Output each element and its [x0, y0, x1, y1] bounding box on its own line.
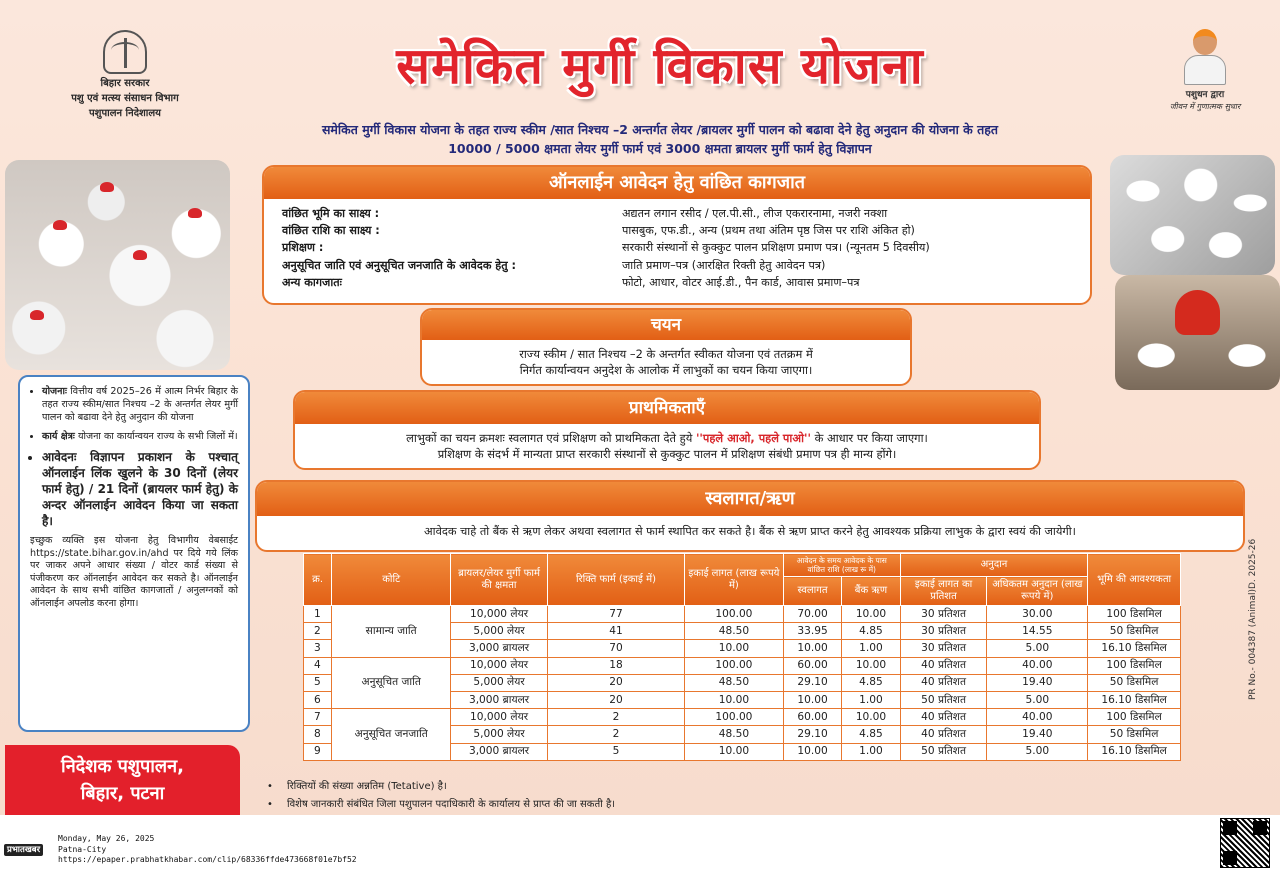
required-documents-section [262, 165, 1092, 305]
table-row: 8 5,000 लेयर 2 48.50 29.10 4.85 40 प्रतिशत 19.40 50 डिसमिल [304, 726, 1181, 743]
table-row: 9 3,000 ब्रायलर 5 10.00 10.00 1.00 50 प्रतिशत 5.00 16.10 डिसमिल [304, 743, 1181, 760]
section-heading: स्वलागत/ऋण [257, 482, 1243, 516]
govt-name: बिहार सरकार [100, 78, 150, 89]
category-cell: सामान्य जाति [332, 606, 451, 658]
self-cost-loan-section [255, 480, 1245, 552]
col-land: भूमि की आवश्यकता [1088, 554, 1181, 606]
govt-header-block [30, 30, 220, 121]
director-line-1: निदेशक पशुपालन, [61, 756, 184, 777]
section-heading: चयन [422, 310, 910, 340]
table-row: 5 5,000 लेयर 20 48.50 29.10 4.85 40 प्रतिशत 19.40 50 डिसमिल [304, 674, 1181, 691]
document-row: वांछित भूमि का साक्ष्य : अद्यतन लगान रसीद / एल.पी.सी., लीज एकरारनामा, नजरी नक्शा [282, 207, 888, 220]
scheme-info-box [18, 375, 250, 732]
pashudhan-logo [1150, 25, 1260, 113]
info-item-area: • कार्य क्षेत्रः योजना का कार्यान्वयन राज्य के सभी जिलों में। [42, 430, 238, 443]
chickens-photo [5, 160, 230, 370]
table-row: 4 अनुसूचित जाति 10,000 लेयर 18 100.00 60.00 10.00 40 प्रतिशत 40.00 100 डिसमिल [304, 657, 1181, 674]
table-row: 3 3,000 ब्रायलर 70 10.00 10.00 1.00 30 प्रतिशत 5.00 16.10 डिसमिल [304, 640, 1181, 657]
col-sno: क्र. [304, 554, 332, 606]
col-max-subsidy: अधिकतम अनुदान (लाख रूपये में) [987, 577, 1088, 606]
table-row: 7 अनुसूचित जनजाति 10,000 लेयर 2 100.00 60.00 10.00 40 प्रतिशत 40.00 100 डिसमिल [304, 709, 1181, 726]
director-signature-box [5, 745, 240, 815]
department-name: पशु एवं मत्स्य संसाधन विभाग [71, 93, 179, 104]
clip-city: Patna-City [58, 844, 107, 854]
col-self-cost: स्वलागत [783, 577, 841, 606]
col-category: कोटि [332, 554, 451, 606]
col-bank-loan: बैंक ऋण [842, 577, 900, 606]
poultry-feeder-photo [1115, 275, 1280, 390]
qr-code-icon [1220, 818, 1270, 868]
subtitle-line-2: 10000 / 5000 क्षमता लेयर मुर्गी फार्म एवं 3000 क्षमता ब्रायलर मुर्गी फार्म हेतु विज्ञापन [448, 141, 872, 156]
document-row: अनुसूचित जाति एवं अनुसूचित जनजाति के आवेदक हेतु : जाति प्रमाण–पत्र (आरक्षित रिक्ती हेतु आवेदन पत्र) [282, 258, 826, 272]
info-item-application: • आवेदनः विज्ञापन प्रकाशन के पश्चात् ऑनलाईन लिंक खुलने के 30 दिनों (लेयर फार्म हेतु) / 21 दिनों (ब्रायलर फार्म हेतु) के अन्दर ऑनलाईन आवेदन किया जा सकता है। [42, 449, 238, 529]
pr-number: PR No.- 004387 (Animal)D. 2025-26 [1248, 538, 1258, 700]
first-come-highlight: ''पहले आओ, पहले पाओ'' [695, 431, 811, 445]
directorate-name: पशुपालन निदेशालय [89, 108, 161, 119]
col-applicant-amount: आवेदन के समय आवेदक के पास वांछित राशि (लाख रू में) [783, 554, 900, 577]
footnote-item: • विशेष जानकारी संबंधित जिला पशुपालन पदाधिकारी के कार्यालय से प्राप्त की जा सकती है। [265, 796, 615, 814]
info-item-scheme: • योजनाः वित्तीय वर्ष 2025–26 में आत्म निर्भर बिहार के तहत राज्य स्कीम/सात निश्चय –2 के अन्तर्गत लेयर मुर्गी पालन को बढावा देने हेतु अनुदान की योजना [42, 385, 238, 424]
info-extra-text: इच्छुक व्यक्ति इस योजना हेतु विभागीय वेबसाईट https://state.bihar.gov.in/ahd पर दिये गये लिंक पर जाकर अपने आधार संख्या / वोटर कार्ड संख्या से पंजीकरण कर ऑनलाईन आवेदन कर सकते है। ऑनलाईन आवेदन के साथ सभी वांछित कागजातों / अनुलग्नकों को ऑनलाईन अपलोड करना होगा। [30, 535, 238, 609]
col-subsidy: अनुदान [900, 554, 1087, 577]
table-row: 2 5,000 लेयर 41 48.50 33.95 4.85 30 प्रतिशत 14.55 50 डिसमिल [304, 623, 1181, 640]
col-subsidy-percent: इकाई लागत का प्रतिशत [900, 577, 987, 606]
logo-title: पशुधन द्वारा [1185, 90, 1225, 100]
table-row: 6 3,000 ब्रायलर 20 10.00 10.00 1.00 50 प्रतिशत 5.00 16.10 डिसमिल [304, 691, 1181, 708]
page-title: समेकित मुर्गी विकास योजना [396, 37, 924, 95]
clip-info [58, 834, 357, 866]
clip-url[interactable]: https://epaper.prabhatkhabar.com/clip/68336ffde473668f01e7bf52 [58, 855, 357, 864]
document-row: प्रशिक्षण : सरकारी संस्थानों से कुक्कुट पालन प्रशिक्षण प्रमाण पत्र। (न्यूनतम 5 दिवसीय) [282, 241, 930, 255]
table-row: 1 सामान्य जाति 10,000 लेयर 77 100.00 70.00 10.00 30 प्रतिशत 30.00 100 डिसमिल [304, 606, 1181, 623]
document-row: वांछित राशि का साक्ष्य : पासबुक, एफ.डी., अन्य (प्रथम तथा अंतिम पृष्ठ जिस पर राशि अंकित हो) [282, 224, 915, 238]
farmer-logo-icon [1180, 25, 1230, 85]
col-capacity: ब्रायलर/लेयर मुर्गी फार्म की क्षमता [451, 554, 548, 606]
category-cell: अनुसूचित जाति [332, 657, 451, 709]
clip-date: Monday, May 26, 2025 [58, 834, 155, 843]
selection-section [420, 308, 912, 386]
priority-text: लाभुकों का चयन क्रमशः स्वलागत एवं प्रशिक्षण को प्राथमिकता देते हुये ''पहले आओ, पहले पाओ'' के आधार पर किया जाएगा। प्रशिक्षण के संदर्भ में मान्यता प्राप्त सरकारी संस्थानों से कुक्कुट पालन में प्रशिक्षण संबंधी प्रमाण पत्र ही मान्य होंगे। [406, 431, 928, 461]
eggs-photo [1110, 155, 1275, 275]
finance-text: आवेदक चाहे तो बैंक से ऋण लेकर अथवा स्वलागत से फार्म स्थापित कर सकते है। बैंक से ऋण प्राप्त करने हेतु आवश्यक प्रक्रिया लाभुक के द्वारा स्वयं की जायेगी। [424, 525, 1076, 538]
document-row: अन्य कागजातः फोटो, आधार, वोटर आई.डी., पैन कार्ड, आवास प्रमाण–पत्र [282, 275, 860, 289]
subsidy-table [303, 553, 1181, 761]
subtitle-line-1: समेकित मुर्गी विकास योजना के तहत राज्य स्कीम /सात निश्चय –2 अन्तर्गत लेयर /ब्रायलर मुर्गी पालन को बढावा देने हेतु अनुदान की योजना के तहत [321, 122, 999, 137]
priorities-section [293, 390, 1041, 470]
newspaper-logo: प्रभातखबर [4, 844, 43, 855]
page-subtitle [200, 120, 1120, 158]
section-heading: प्राथमिकताएँ [295, 392, 1039, 424]
bodhi-tree-emblem-icon [103, 30, 147, 74]
section-heading: ऑनलाईन आवेदन हेतु वांछित कागजात [264, 167, 1090, 199]
selection-text: राज्य स्कीम / सात निश्चय –2 के अन्तर्गत स्वीकत योजना एवं ततक्रम में निर्गत कार्यान्वयन अनुदेश के आलोक में लाभुकों का चयन किया जाएगा। [519, 347, 813, 377]
footnotes [265, 778, 615, 814]
col-vacancy: रिक्ति फार्म (इकाई में) [547, 554, 684, 606]
col-unit-cost: इकाई लागत (लाख रूपये में) [685, 554, 784, 606]
director-line-2: बिहार, पटना [80, 783, 165, 804]
footnote-item: • रिक्तियों की संख्या अन्नतिम (Tetative) है। [265, 778, 615, 796]
category-cell: अनुसूचित जनजाति [332, 709, 451, 761]
logo-tagline: जीवन में गुणात्मक सुधार [1169, 102, 1241, 111]
feeder-icon [1175, 290, 1220, 335]
